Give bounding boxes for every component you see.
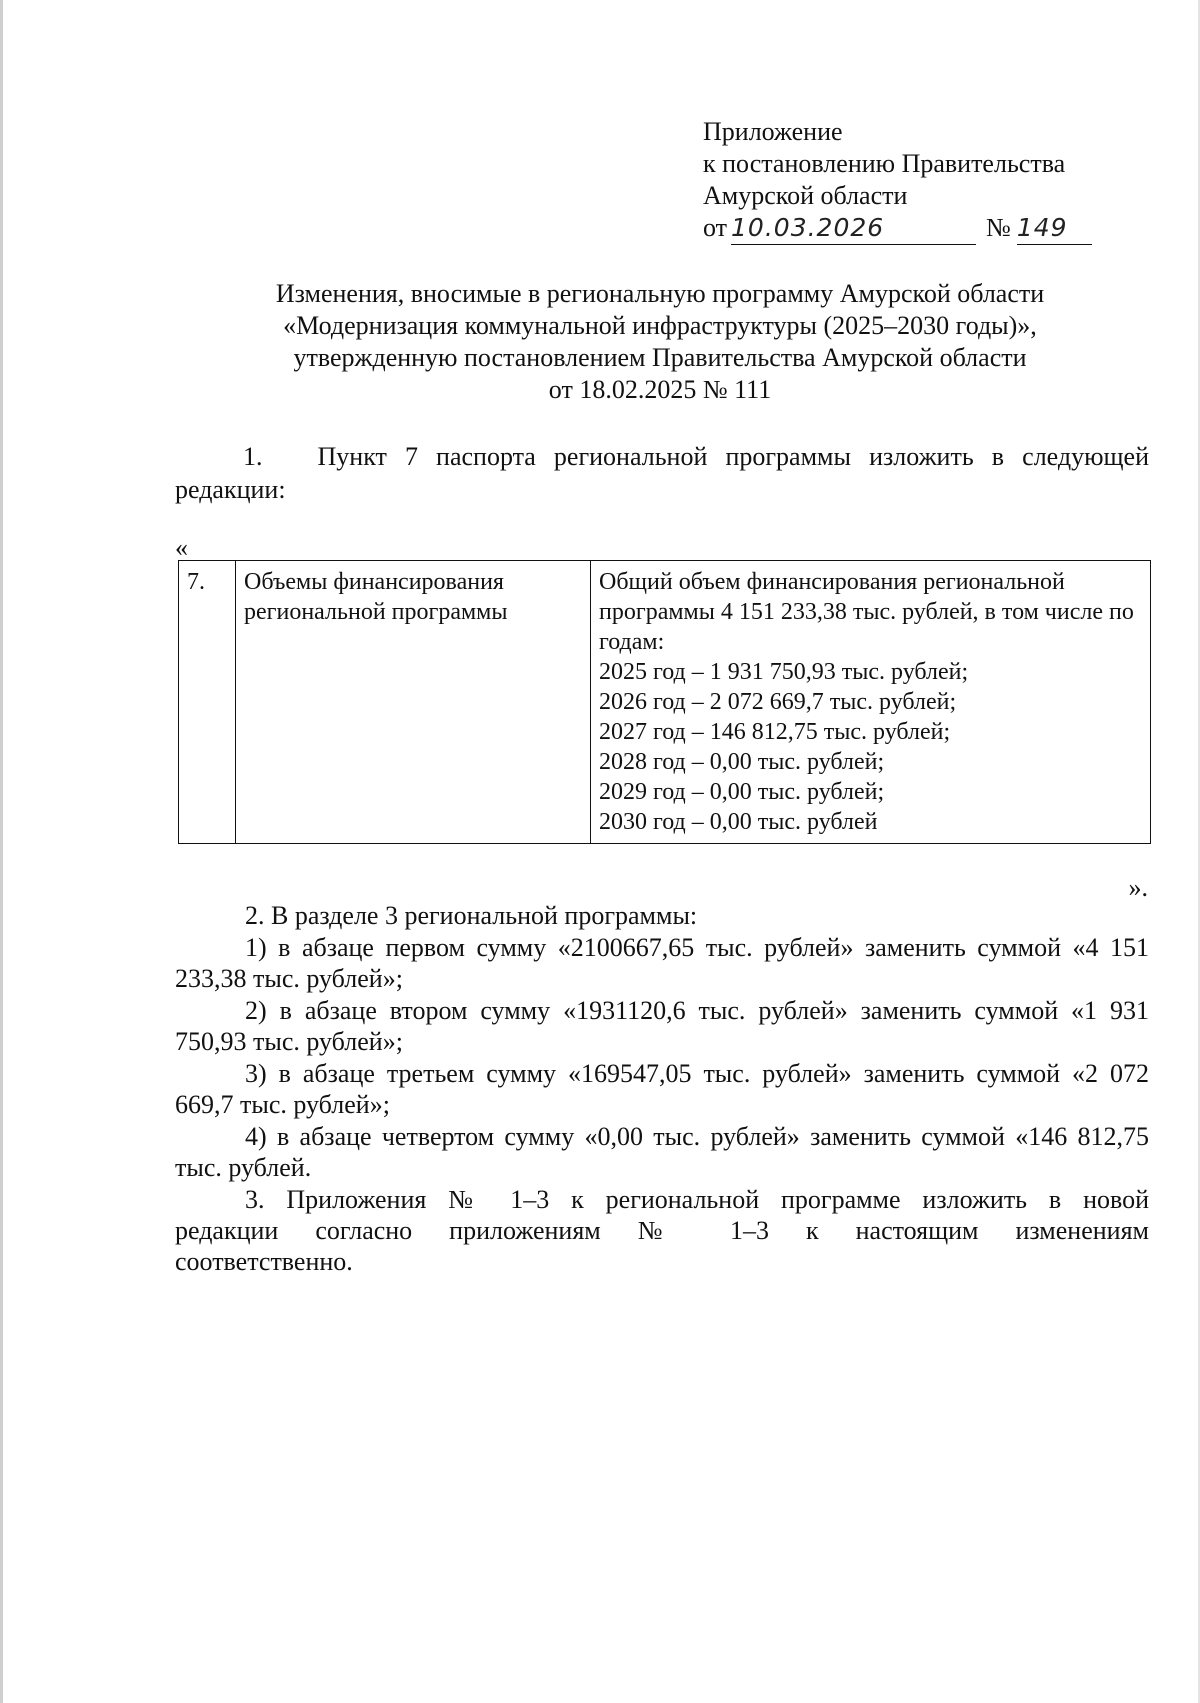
handwritten-date: 10.03.2026 (731, 213, 885, 242)
title-line-3: утвержденную постановлением Правительства Амурской области (293, 343, 1027, 372)
item-1 (175, 440, 1149, 506)
item-3-line-1: 3. Приложения № 1–3 к региональной программе изложить в новой (245, 1185, 1149, 1214)
table-row (179, 561, 1151, 844)
item-3-line-3: соответственно. (175, 1247, 353, 1276)
item-2-sub-4: 4) в абзаце четвертом сумму «0,00 тыс. рублей» заменить суммой «146 812,75 тыс. рублей. (175, 1122, 1149, 1182)
year-line: 2026 год – 2 072 669,7 тыс. рублей; (599, 689, 957, 715)
value-cell (591, 561, 1151, 844)
item-1-number: 1. (243, 442, 263, 471)
annex-title: Приложение (703, 117, 843, 146)
title-line-2: «Модернизация коммунальной инфраструктуры (2025–2030 годы)», (283, 311, 1037, 340)
year-line: 2025 год – 1 931 750,93 тыс. рублей; (599, 659, 969, 685)
title-line-1: Изменения, вносимые в региональную программу Амурской области (275, 279, 1045, 308)
year-line: 2028 год – 0,00 тыс. рублей; (599, 749, 885, 775)
label-cell: Объемы финансирования региональной программы (236, 561, 591, 844)
item-1-text-cont: редакции: (175, 475, 286, 504)
year-line: 2030 год – 0,00 тыс. рублей (599, 809, 878, 835)
number-field (1017, 212, 1092, 245)
annex-region: Амурской области (703, 181, 908, 210)
document-title (170, 278, 1150, 406)
item-2-sub-1: 1) в абзаце первом сумму «2100667,65 тыс. рублей» заменить суммой «4 151 233,38 тыс. рублей»; (175, 933, 1149, 993)
annex-header (703, 116, 1092, 245)
number-prefix: № (986, 213, 1011, 242)
item-2-sub-3: 3) в абзаце третьем сумму «169547,05 тыс. рублей» заменить суммой «2 072 669,7 тыс. рублей»; (175, 1059, 1149, 1119)
open-quote: « (175, 533, 188, 562)
annex-date-number-line (703, 212, 1092, 245)
passport-table (178, 560, 1151, 844)
body-text (175, 900, 1149, 1277)
handwritten-number: 149 (1016, 213, 1068, 242)
date-prefix: от (703, 213, 728, 242)
item-2-heading: 2. В разделе 3 региональной программы: (245, 901, 698, 930)
year-line: 2027 год – 146 812,75 тыс. рублей; (599, 719, 951, 745)
title-line-4: от 18.02.2025 № 111 (548, 375, 772, 404)
date-field (731, 212, 976, 245)
scan-edge-left (0, 0, 3, 1703)
row-number-cell: 7. (179, 561, 236, 844)
item-1-text: Пункт 7 паспорта региональной программы изложить в следующей (317, 442, 1149, 471)
annex-resolution: к постановлению Правительства (703, 149, 1066, 178)
item-3-line-2: редакции согласно приложениям № 1–3 к настоящим изменениям (175, 1216, 1149, 1245)
item-2-sub-2: 2) в абзаце втором сумму «1931120,6 тыс. рублей» заменить суммой «1 931 750,93 тыс. рублей»; (175, 996, 1149, 1056)
close-quote: ». (1128, 873, 1148, 902)
year-line: 2029 год – 0,00 тыс. рублей; (599, 779, 885, 805)
value-intro: Общий объем финансирования региональной программы 4 151 233,38 тыс. рублей, в том числе по годам: (599, 569, 1134, 655)
